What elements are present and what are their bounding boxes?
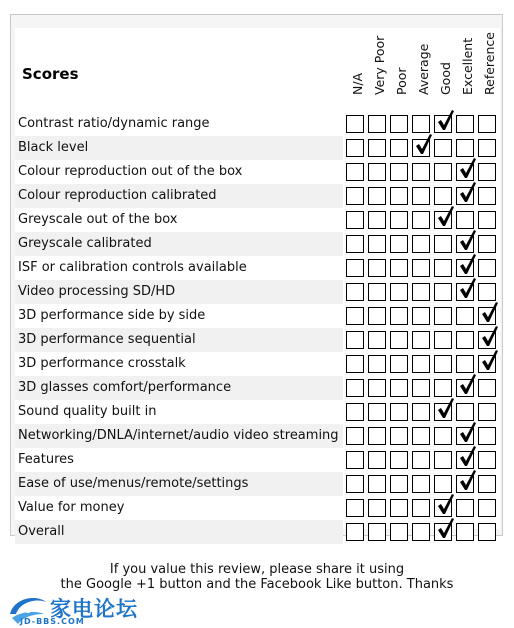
rating-checkbox[interactable] [478, 355, 496, 373]
rating-checkbox[interactable] [346, 475, 364, 493]
checkmark-icon [481, 301, 499, 323]
rating-checkbox[interactable] [390, 139, 408, 157]
column-header-label: Excellent [460, 37, 475, 95]
row-label: Overall [15, 520, 343, 544]
rating-checkbox[interactable] [478, 451, 496, 469]
column-header [368, 28, 390, 110]
rating-checkbox[interactable] [412, 523, 430, 541]
rating-checkbox[interactable] [390, 475, 408, 493]
table-row [15, 352, 500, 376]
checkmark-icon [459, 373, 477, 395]
rating-checkbox[interactable] [478, 115, 496, 133]
rating-checkbox[interactable] [434, 379, 452, 397]
row-label: Greyscale out of the box [15, 208, 343, 232]
rating-checkbox[interactable] [478, 235, 496, 253]
rating-checkbox[interactable] [434, 115, 452, 133]
rating-checkbox[interactable] [456, 187, 474, 205]
rating-checkbox[interactable] [434, 523, 452, 541]
rating-checkbox[interactable] [368, 259, 386, 277]
rating-checkbox[interactable] [456, 163, 474, 181]
rating-checkbox[interactable] [368, 475, 386, 493]
rating-checkbox[interactable] [412, 403, 430, 421]
row-label: ISF or calibration controls available [15, 256, 343, 280]
rating-checkbox[interactable] [434, 283, 452, 301]
rating-checkbox[interactable] [368, 163, 386, 181]
column-header-label: Reference [482, 32, 497, 95]
table-row [15, 376, 500, 400]
rating-checkbox[interactable] [456, 475, 474, 493]
column-header-label: Poor [394, 67, 409, 95]
row-label: Greyscale calibrated [15, 232, 343, 256]
rating-checkbox[interactable] [434, 451, 452, 469]
rating-checkbox[interactable] [434, 307, 452, 325]
rating-checkbox[interactable] [478, 283, 496, 301]
rating-checkbox[interactable] [368, 499, 386, 517]
table-row [15, 160, 500, 184]
rating-checkbox[interactable] [390, 259, 408, 277]
rating-checkbox[interactable] [412, 211, 430, 229]
rating-checkbox[interactable] [390, 523, 408, 541]
rating-checkbox[interactable] [478, 163, 496, 181]
rating-checkbox[interactable] [412, 187, 430, 205]
rating-checkbox[interactable] [390, 331, 408, 349]
row-label: 3D performance crosstalk [15, 352, 343, 376]
share-message [0, 562, 514, 592]
table-row [15, 520, 500, 544]
score-rows [15, 112, 500, 544]
rating-checkbox[interactable] [478, 523, 496, 541]
table-row [15, 208, 500, 232]
table-row [15, 328, 500, 352]
rating-checkbox[interactable] [412, 115, 430, 133]
rating-checkbox[interactable] [346, 355, 364, 373]
table-row [15, 184, 500, 208]
logo-text: 家电论坛 [50, 597, 138, 621]
rating-checkbox[interactable] [368, 403, 386, 421]
column-header [434, 28, 456, 110]
checkmark-icon [459, 445, 477, 467]
rating-checkbox[interactable] [456, 355, 474, 373]
rating-checkbox[interactable] [390, 211, 408, 229]
rating-checkbox[interactable] [368, 211, 386, 229]
rating-checkbox[interactable] [346, 259, 364, 277]
table-row [15, 448, 500, 472]
rating-checkbox[interactable] [456, 451, 474, 469]
rating-checkbox[interactable] [368, 523, 386, 541]
rating-checkbox[interactable] [412, 355, 430, 373]
rating-checkbox[interactable] [346, 283, 364, 301]
rating-checkbox[interactable] [346, 211, 364, 229]
rating-checkbox[interactable] [478, 379, 496, 397]
rating-checkbox[interactable] [368, 355, 386, 373]
rating-checkbox[interactable] [478, 427, 496, 445]
checkmark-icon [437, 397, 455, 419]
rating-checkbox[interactable] [456, 403, 474, 421]
rating-checkbox[interactable] [346, 403, 364, 421]
rating-checkbox[interactable] [368, 235, 386, 253]
scores-table [15, 28, 500, 539]
table-row [15, 256, 500, 280]
rating-checkbox[interactable] [412, 499, 430, 517]
rating-checkbox[interactable] [456, 283, 474, 301]
rating-checkbox[interactable] [390, 163, 408, 181]
row-label: 3D glasses comfort/performance [15, 376, 343, 400]
row-label: Value for money [15, 496, 343, 520]
rating-checkbox[interactable] [434, 187, 452, 205]
rating-checkbox[interactable] [412, 307, 430, 325]
rating-checkbox[interactable] [390, 379, 408, 397]
rating-checkbox[interactable] [412, 163, 430, 181]
rating-checkbox[interactable] [412, 451, 430, 469]
rating-checkbox[interactable] [434, 403, 452, 421]
rating-checkbox[interactable] [412, 475, 430, 493]
column-header-label: N/A [350, 72, 365, 95]
rating-checkbox[interactable] [412, 379, 430, 397]
checkmark-icon [437, 109, 455, 131]
row-label: Ease of use/menus/remote/settings [15, 472, 343, 496]
rating-checkbox[interactable] [412, 331, 430, 349]
rating-checkbox[interactable] [478, 331, 496, 349]
site-logo[interactable] [6, 592, 156, 628]
rating-checkbox[interactable] [478, 211, 496, 229]
rating-checkbox[interactable] [478, 475, 496, 493]
table-row [15, 232, 500, 256]
rating-checkbox[interactable] [368, 187, 386, 205]
table-row [15, 304, 500, 328]
rating-checkbox[interactable] [478, 259, 496, 277]
rating-checkbox[interactable] [456, 379, 474, 397]
rating-checkbox[interactable] [390, 187, 408, 205]
table-row [15, 136, 500, 160]
rating-checkbox[interactable] [478, 499, 496, 517]
checkmark-icon [459, 421, 477, 443]
rating-checkbox[interactable] [478, 139, 496, 157]
rating-checkbox[interactable] [368, 427, 386, 445]
column-header-label: Good [438, 62, 453, 95]
rating-checkbox[interactable] [412, 259, 430, 277]
rating-checkbox[interactable] [346, 163, 364, 181]
row-label: Video processing SD/HD [15, 280, 343, 304]
rating-checkbox[interactable] [368, 115, 386, 133]
checkmark-icon [437, 205, 455, 227]
row-label: 3D performance sequential [15, 328, 343, 352]
rating-checkbox[interactable] [434, 259, 452, 277]
row-label: Networking/DNLA/internet/audio video streaming [15, 424, 343, 448]
rating-checkbox[interactable] [346, 235, 364, 253]
rating-checkbox[interactable] [434, 355, 452, 373]
rating-checkbox[interactable] [434, 427, 452, 445]
rating-checkbox[interactable] [346, 499, 364, 517]
column-header [412, 28, 434, 110]
row-label: Black level [15, 136, 343, 160]
checkmark-icon [459, 181, 477, 203]
rating-checkbox[interactable] [434, 211, 452, 229]
logo-subtext: JD-BBS.COM [20, 617, 85, 626]
rating-checkbox[interactable] [390, 403, 408, 421]
column-header-label: Very Poor [372, 35, 387, 95]
rating-checkbox[interactable] [390, 235, 408, 253]
checkmark-icon [437, 493, 455, 515]
rating-checkbox[interactable] [346, 523, 364, 541]
checkmark-icon [459, 229, 477, 251]
row-label: 3D performance side by side [15, 304, 343, 328]
rating-checkbox[interactable] [412, 235, 430, 253]
checkmark-icon [459, 469, 477, 491]
rating-checkbox[interactable] [434, 163, 452, 181]
row-label: Colour reproduction out of the box [15, 160, 343, 184]
rating-checkbox[interactable] [368, 451, 386, 469]
rating-checkbox[interactable] [368, 283, 386, 301]
rating-checkbox[interactable] [412, 139, 430, 157]
checkmark-icon [459, 157, 477, 179]
rating-checkbox[interactable] [390, 283, 408, 301]
rating-checkbox[interactable] [434, 235, 452, 253]
rating-checkbox[interactable] [456, 523, 474, 541]
rating-checkbox[interactable] [434, 139, 452, 157]
rating-checkbox[interactable] [346, 427, 364, 445]
row-label: Contrast ratio/dynamic range [15, 112, 343, 136]
rating-checkbox[interactable] [456, 235, 474, 253]
table-row [15, 472, 500, 496]
column-header [456, 28, 478, 110]
rating-checkbox[interactable] [456, 331, 474, 349]
rating-checkbox[interactable] [456, 259, 474, 277]
table-row [15, 424, 500, 448]
rating-checkbox[interactable] [390, 451, 408, 469]
column-header-label: Average [416, 43, 431, 95]
scores-title: Scores [22, 65, 79, 83]
rating-checkbox[interactable] [456, 307, 474, 325]
share-message-line-1: If you value this review, please share it using [109, 562, 405, 577]
rating-checkbox[interactable] [456, 115, 474, 133]
rating-checkbox[interactable] [368, 379, 386, 397]
rating-checkbox[interactable] [390, 427, 408, 445]
checkmark-icon [481, 325, 499, 347]
rating-checkbox[interactable] [390, 115, 408, 133]
rating-checkbox[interactable] [368, 139, 386, 157]
checkmark-icon [415, 133, 433, 155]
rating-checkbox[interactable] [346, 115, 364, 133]
row-label: Colour reproduction calibrated [15, 184, 343, 208]
rating-checkbox[interactable] [346, 307, 364, 325]
rating-checkbox[interactable] [456, 427, 474, 445]
checkmark-icon [459, 277, 477, 299]
rating-checkbox[interactable] [456, 139, 474, 157]
rating-checkbox[interactable] [346, 451, 364, 469]
rating-checkbox[interactable] [434, 475, 452, 493]
row-label: Sound quality built in [15, 400, 343, 424]
rating-checkbox[interactable] [478, 403, 496, 421]
rating-checkbox[interactable] [346, 331, 364, 349]
column-header [478, 28, 500, 110]
checkmark-icon [459, 253, 477, 275]
checkmark-icon [437, 517, 455, 539]
rating-checkbox[interactable] [390, 499, 408, 517]
column-header [390, 28, 412, 110]
row-label: Features [15, 448, 343, 472]
table-row [15, 496, 500, 520]
rating-checkbox[interactable] [412, 283, 430, 301]
table-row [15, 400, 500, 424]
rating-checkbox[interactable] [346, 187, 364, 205]
rating-checkbox[interactable] [368, 331, 386, 349]
rating-checkbox[interactable] [434, 499, 452, 517]
top-cut-text-strip [0, 0, 514, 14]
rating-checkbox[interactable] [456, 211, 474, 229]
rating-checkbox[interactable] [346, 139, 364, 157]
rating-checkbox[interactable] [456, 499, 474, 517]
column-header [346, 28, 368, 110]
scores-panel [10, 14, 503, 539]
rating-checkbox[interactable] [478, 307, 496, 325]
rating-checkbox[interactable] [478, 187, 496, 205]
rating-checkbox[interactable] [368, 307, 386, 325]
share-message-line-2: the Google +1 button and the Facebook Like button. Thanks [60, 577, 454, 592]
table-row [15, 280, 500, 304]
rating-checkbox[interactable] [346, 379, 364, 397]
rating-checkbox[interactable] [390, 307, 408, 325]
checkmark-icon [481, 349, 499, 371]
rating-checkbox[interactable] [412, 427, 430, 445]
rating-checkbox[interactable] [390, 355, 408, 373]
rating-checkbox[interactable] [434, 331, 452, 349]
